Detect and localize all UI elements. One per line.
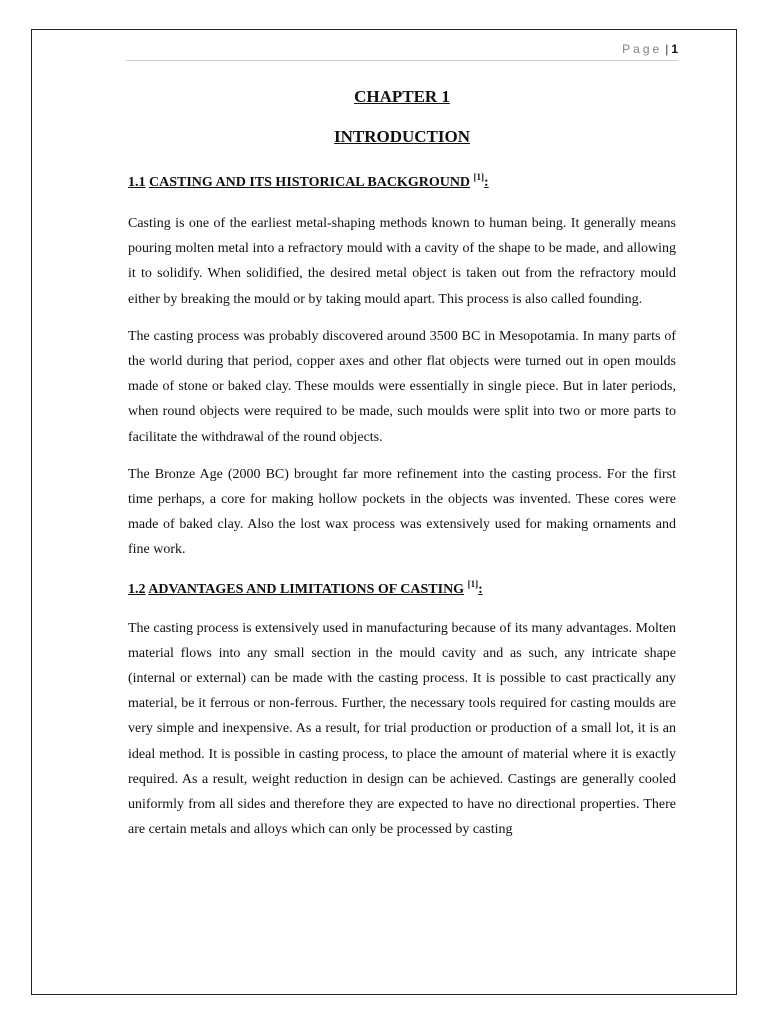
page-label: Page bbox=[622, 42, 663, 56]
chapter-subtitle: INTRODUCTION bbox=[333, 127, 471, 146]
page-header bbox=[126, 40, 678, 61]
paragraph: The casting process is extensively used in manufacturing because of its many advantages. Molten material flows into any small section in the mould cavity and as such, any intricate shape (internal or external) can be made with the casting process. It is possible to cast practically any material, be it ferrous or non-ferrous. Further, the necessary tools required for casting moulds are very simple and inexpensive. As a result, for trial production or production of a small lot, it is an ideal method. It is possible in casting process, to place the amount of material where it is exactly required. As a result, weight reduction in design can be achieved. Castings are generally cooled uniformly from all sides and therefore they are expected to have no directional properties. There are certain metals and alloys which can only be processed by casting bbox=[128, 620, 676, 838]
chapter-title: CHAPTER 1 bbox=[354, 87, 450, 106]
page-number: 1 bbox=[671, 42, 678, 56]
document-body bbox=[128, 84, 676, 842]
section-title: ADVANTAGES AND LIMITATIONS OF CASTING bbox=[148, 581, 465, 597]
paragraph: The Bronze Age (2000 BC) brought far more refinement into the casting process. For the first time perhaps, a core for making hollow pockets in the objects was invented. These cores were made of baked clay. Also the lost wax process was extensively used for making ornaments and fine work. bbox=[128, 466, 676, 558]
section-heading-1-1 bbox=[128, 173, 676, 193]
section-number: 1.1 bbox=[128, 175, 146, 190]
section-suffix: : bbox=[484, 175, 489, 190]
section-title: CASTING AND ITS HISTORICAL BACKGROUND bbox=[149, 175, 471, 190]
section-number: 1.2 bbox=[128, 581, 146, 597]
page-separator: | bbox=[665, 42, 669, 56]
paragraph: Casting is one of the earliest metal-shaping methods known to human being. It generally means pouring molten metal into a refractory mould with a cavity of the shape to be made, and allowing it to solidify. When solidified, the desired metal object is taken out from the refractory mould either by breaking the mould or by taking mould apart. This process is also called founding. bbox=[128, 216, 676, 307]
paragraph: The casting process was probably discovered around 3500 BC in Mesopotamia. In many parts of the world during that period, copper axes and other flat objects were turned out in open moulds made of stone or baked clay. These moulds were essentially in single piece. But in later periods, when round objects were required to be made, such moulds were split into two or more parts to facilitate the withdrawal of the round objects. bbox=[128, 328, 676, 445]
section-reference: [1] bbox=[473, 172, 485, 182]
section-suffix: : bbox=[478, 581, 483, 597]
section-heading-1-2 bbox=[128, 580, 676, 600]
section-reference: [1] bbox=[467, 578, 479, 589]
